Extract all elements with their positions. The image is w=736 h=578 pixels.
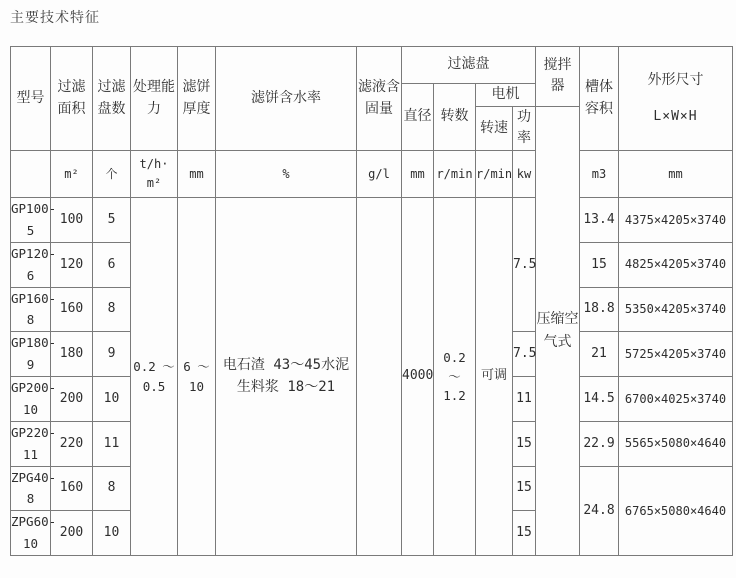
units-row — [11, 151, 733, 198]
cell-tank-volume: 24.8 — [580, 466, 619, 556]
cell-tank-volume: 15 — [580, 242, 619, 287]
unit-tank-volume: m3 — [580, 151, 619, 198]
unit-diameter: mm — [402, 151, 434, 198]
cell-model: GP200-10 — [11, 377, 51, 422]
cell-model: GP100-5 — [11, 198, 51, 243]
unit-motor-power: kw — [513, 151, 536, 198]
cell-disc-count: 10 — [93, 377, 131, 422]
page-title: 主要技术特征 — [10, 10, 100, 26]
header-rotation: 转数 — [434, 84, 476, 151]
cell-dimensions: 6700×4025×3740 — [619, 377, 733, 422]
cell-dimensions: 5725×4205×3740 — [619, 332, 733, 377]
cell-cake-moisture: 电石渣 43～45水泥生料浆 18～21 — [216, 198, 357, 556]
header-filter-disc-group: 过滤盘 — [402, 47, 536, 84]
unit-filter-area: m² — [51, 151, 93, 198]
cell-filter-area: 200 — [51, 511, 93, 556]
cell-dimensions: 5350×4205×3740 — [619, 287, 733, 332]
header-dimensions-formula: L×W×H — [653, 109, 698, 125]
header-model: 型号 — [11, 47, 51, 151]
header-filtrate-solids: 滤液含固量 — [357, 47, 402, 151]
header-row-top — [11, 47, 733, 84]
cell-motor-power: 7.5 — [513, 332, 536, 377]
cell-disc-count: 8 — [93, 287, 131, 332]
cell-motor-power: 7.5 — [513, 198, 536, 332]
header-tank-volume: 槽体容积 — [580, 47, 619, 151]
cell-disc-count: 11 — [93, 421, 131, 466]
cell-model: GP160-8 — [11, 287, 51, 332]
cell-dimensions: 4375×4205×3740 — [619, 198, 733, 243]
cell-disc-count: 6 — [93, 242, 131, 287]
header-dimensions — [619, 47, 733, 151]
cell-filter-area: 220 — [51, 421, 93, 466]
unit-model-empty — [11, 151, 51, 198]
header-agitator: 搅拌器 — [536, 47, 580, 107]
cell-disc-count: 5 — [93, 198, 131, 243]
unit-dimensions: mm — [619, 151, 733, 198]
cell-rotation: 0.2 ～ 1.2 — [434, 198, 476, 556]
spec-table — [10, 46, 733, 556]
cell-tank-volume: 22.9 — [580, 421, 619, 466]
cell-tank-volume: 18.8 — [580, 287, 619, 332]
unit-cake-moisture: % — [216, 151, 357, 198]
cell-motor-power: 15 — [513, 466, 536, 511]
header-cake-moisture: 滤饼含水率 — [216, 47, 357, 151]
cell-disc-count: 8 — [93, 466, 131, 511]
header-diameter: 直径 — [402, 84, 434, 151]
cell-tank-volume: 13.4 — [580, 198, 619, 243]
unit-capacity-text: t/h·m² — [139, 156, 169, 191]
cell-motor-speed: 可调 — [476, 198, 513, 556]
cell-motor-power: 15 — [513, 511, 536, 556]
header-motor-power: 功率 — [513, 106, 536, 150]
cell-filter-area: 200 — [51, 377, 93, 422]
cell-model: ZPG40-8 — [11, 466, 51, 511]
unit-disc-count: 个 — [93, 151, 131, 198]
header-filter-area: 过滤面积 — [51, 47, 93, 151]
unit-capacity — [131, 151, 178, 198]
cell-model: GP120-6 — [11, 242, 51, 287]
cell-dimensions: 5565×5080×4640 — [619, 421, 733, 466]
cell-tank-volume: 14.5 — [580, 377, 619, 422]
cell-cake-thickness: 6 ～ 10 — [178, 198, 216, 556]
cell-filtrate-solids — [357, 198, 402, 556]
cell-dimensions: 6765×5080×4640 — [619, 466, 733, 556]
cell-capacity: 0.2 ～ 0.5 — [131, 198, 178, 556]
cell-filter-area: 120 — [51, 242, 93, 287]
unit-rotation: r/min — [434, 151, 476, 198]
header-motor: 电机 — [476, 84, 536, 107]
cell-filter-area: 160 — [51, 287, 93, 332]
cell-motor-power: 11 — [513, 377, 536, 422]
cell-model: GP180-9 — [11, 332, 51, 377]
cell-agitator-type: 压缩空气式 — [536, 106, 580, 555]
cell-filter-area: 180 — [51, 332, 93, 377]
cell-diameter: 4000 — [402, 198, 434, 556]
cell-motor-power: 15 — [513, 421, 536, 466]
cell-filter-area: 160 — [51, 466, 93, 511]
cell-model: GP220-11 — [11, 421, 51, 466]
cell-tank-volume: 21 — [580, 332, 619, 377]
cell-dimensions: 4825×4205×3740 — [619, 242, 733, 287]
header-motor-speed: 转速 — [476, 106, 513, 150]
cell-model: ZPG60-10 — [11, 511, 51, 556]
header-cake-thickness: 滤饼厚度 — [178, 47, 216, 151]
header-dimensions-label: 外形尺寸 — [647, 71, 704, 88]
unit-filtrate-solids: g/l — [357, 151, 402, 198]
unit-cake-thickness: mm — [178, 151, 216, 198]
cell-disc-count: 10 — [93, 511, 131, 556]
header-disc-count: 过滤盘数 — [93, 47, 131, 151]
header-capacity: 处理能力 — [131, 47, 178, 151]
cell-filter-area: 100 — [51, 198, 93, 243]
table-row — [11, 198, 733, 243]
cell-disc-count: 9 — [93, 332, 131, 377]
unit-motor-speed: r/min — [476, 151, 513, 198]
